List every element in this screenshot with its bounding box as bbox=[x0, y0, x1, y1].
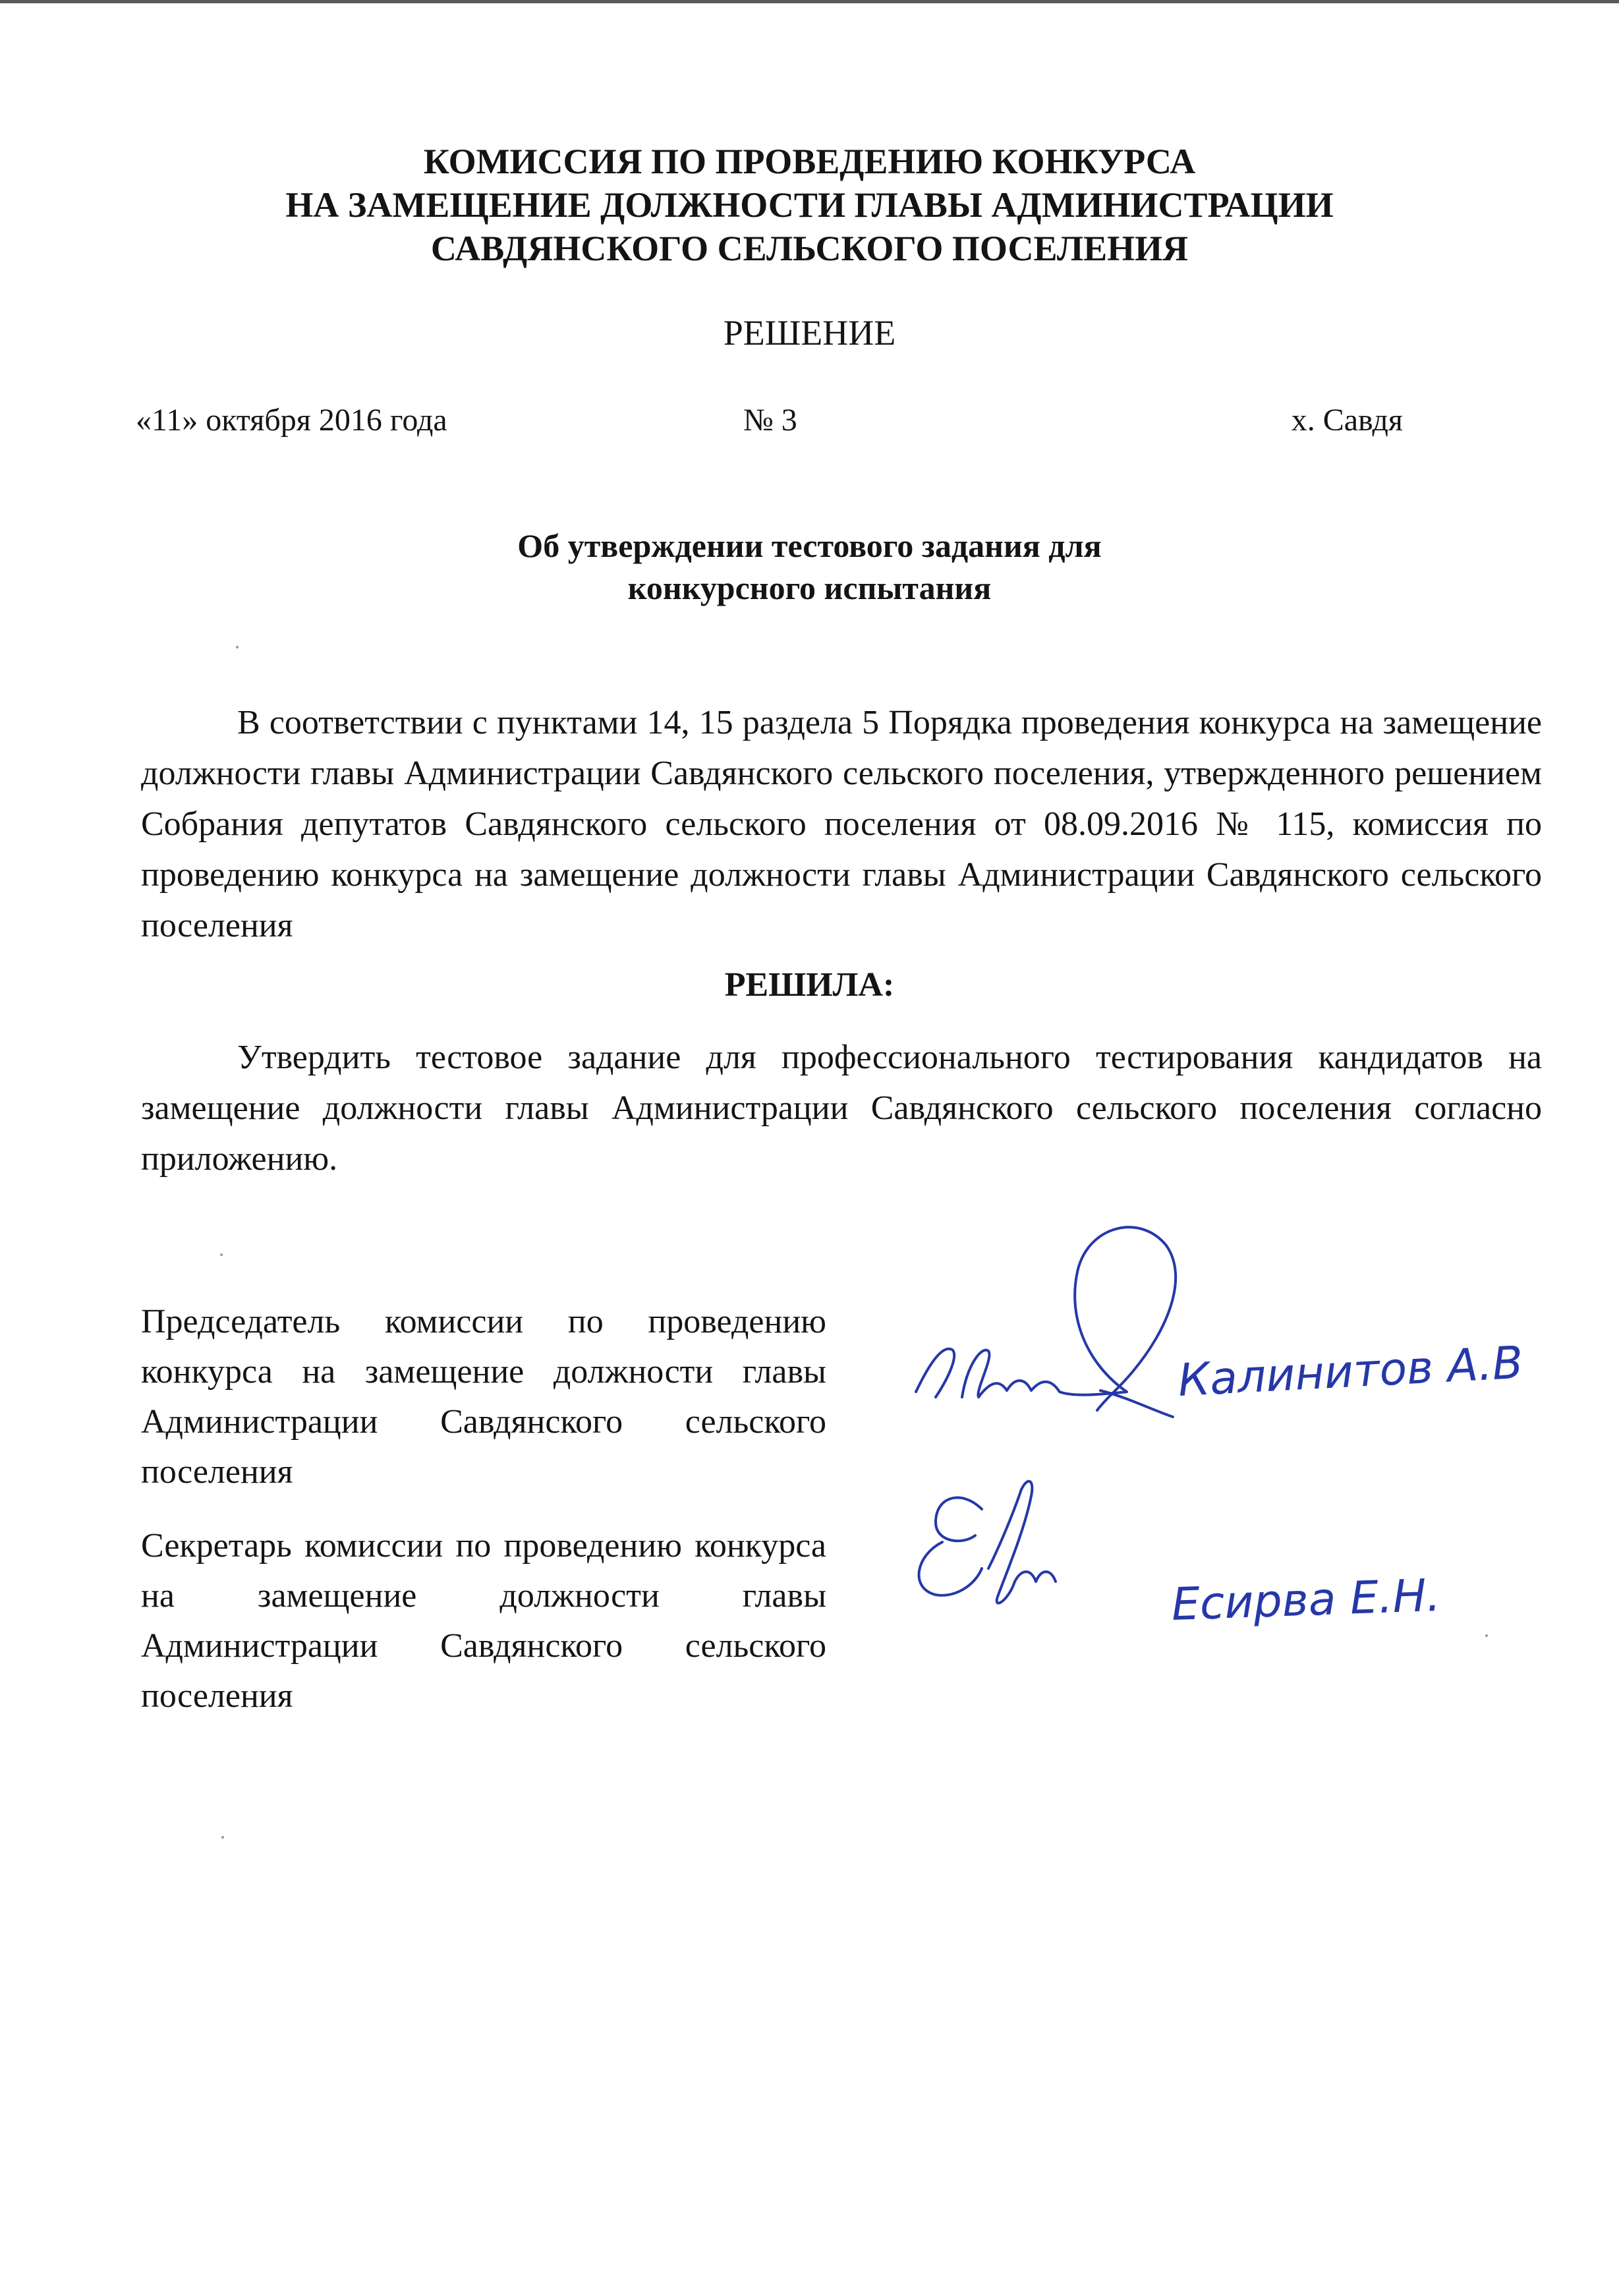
scan-speck bbox=[1485, 1634, 1488, 1637]
chairman-signature-block: Председатель комиссии по проведению конкурса на замещение должности главы Администрации Савдянского сельского поселения bbox=[141, 1303, 826, 1491]
document-subject bbox=[0, 525, 1619, 609]
header-line-1: КОМИССИЯ ПО ПРОВЕДЕНИЮ КОНКУРСА bbox=[423, 142, 1196, 181]
document-place: х. Савдя bbox=[1291, 403, 1403, 438]
subject-line-2: конкурсного испытания bbox=[627, 569, 992, 606]
subject-line-1: Об утверждении тестового задания для bbox=[517, 527, 1102, 564]
scan-speck bbox=[221, 1836, 224, 1839]
document-type: РЕШЕНИЕ bbox=[723, 313, 896, 353]
scan-speck bbox=[220, 1253, 223, 1256]
header-line-3: САВДЯНСКОГО СЕЛЬСКОГО ПОСЕЛЕНИЯ bbox=[430, 229, 1189, 268]
decision-heading: РЕШИЛА: bbox=[724, 966, 895, 1004]
scan-speck bbox=[236, 646, 239, 648]
document-header bbox=[0, 140, 1619, 270]
document-number: № 3 bbox=[743, 403, 797, 438]
preamble-paragraph: В соответствии с пунктами 14, 15 раздела 5 Порядка проведения конкурса на замещение должности главы Администрации Савдянского сельского поселения, утвержденного решением Собрания депутатов Савдянского сельского поселения от 08.09.2016 № 115, комиссия по проведению конкурса на замещение должности главы Администрации Савдянского сельского поселения bbox=[141, 704, 1542, 944]
header-line-2: НА ЗАМЕЩЕНИЕ ДОЛЖНОСТИ ГЛАВЫ АДМИНИСТРАЦИИ bbox=[285, 185, 1334, 225]
chairman-handwritten-name: Калинитов А.В bbox=[1176, 1336, 1525, 1407]
document-date: «11» октября 2016 года bbox=[136, 403, 447, 438]
scan-edge bbox=[0, 0, 1619, 3]
secretary-handwritten-name: Есирва Е.Н. bbox=[1170, 1569, 1442, 1631]
resolution-paragraph: Утвердить тестовое задание для профессионального тестирования кандидатов на замещение должности главы Администрации Савдянского сельского поселения согласно приложению. bbox=[141, 1039, 1542, 1178]
chairman-signature bbox=[916, 1227, 1176, 1410]
secretary-signature bbox=[919, 1481, 1056, 1603]
secretary-signature-block: Секретарь комиссии по проведению конкурса на замещение должности главы Администрации Савдянского сельского поселения bbox=[141, 1527, 826, 1715]
